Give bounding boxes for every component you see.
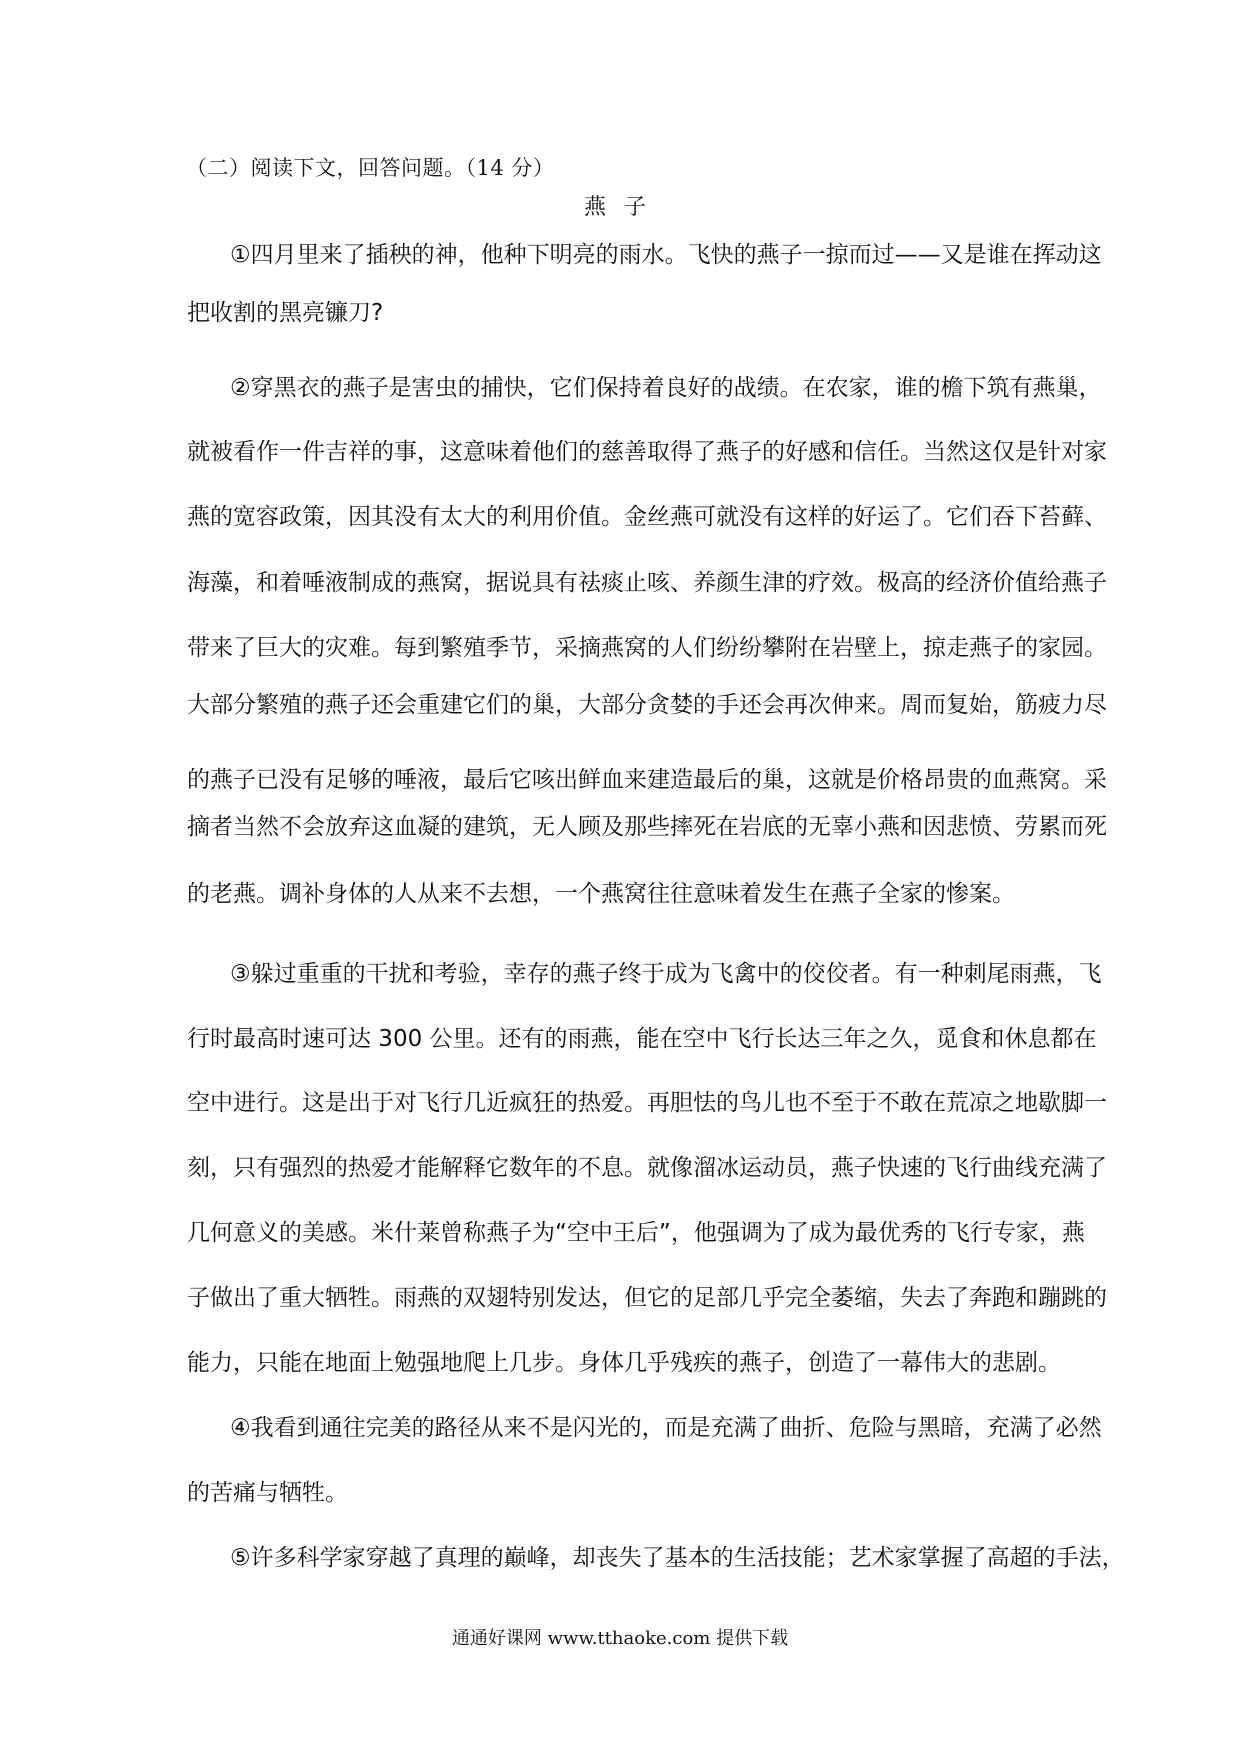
text-line: 的燕子已没有足够的唾液，最后它咳出鲜血来建造最后的巢，这就是价格昂贵的血燕窝。采 xyxy=(187,767,1107,793)
text-line: 大部分繁殖的燕子还会重建它们的巢，大部分贪婪的手还会再次伸来。周而复始，筋疲力尽 xyxy=(187,692,1107,718)
article-title: 燕子 xyxy=(583,195,664,220)
text-line: 就被看作一件吉祥的事，这意味着他们的慈善取得了燕子的好感和信任。当然这仅是针对家 xyxy=(187,439,1107,465)
text-line: 燕的宽容政策，因其没有太大的利用价值。金丝燕可就没有这样的好运了。它们吞下苔藓、 xyxy=(187,504,1107,530)
text-line: 把收割的黑亮镰刀? xyxy=(187,300,384,326)
text-line: ②穿黑衣的燕子是害虫的捕快，它们保持着良好的战绩。在农家，谁的檐下筑有燕巢， xyxy=(230,375,1102,401)
text-line: 子做出了重大牺牲。雨燕的双翅特别发达，但它的足部几乎完全萎缩，失去了奔跑和蹦跳的 xyxy=(187,1285,1107,1311)
page-footer: 通通好课网 www.tthaoke.com 提供下载 xyxy=(451,1628,789,1649)
text-line: ①四月里来了插秧的神，他种下明亮的雨水。飞快的燕子一掠而过——又是谁在挥动这 xyxy=(230,242,1102,268)
text-line: 刻，只有强烈的热爱才能解释它数年的不息。就像溜冰运动员，燕子快速的飞行曲线充满了 xyxy=(187,1155,1107,1181)
section-heading: （二）阅读下文，回答问题。（14 分） xyxy=(186,156,555,180)
text-line: 带来了巨大的灾难。每到繁殖季节，采摘燕窝的人们纷纷攀附在岩壁上，掠走燕子的家园。 xyxy=(187,635,1107,661)
text-line: 能力，只能在地面上勉强地爬上几步。身体几乎残疾的燕子，创造了一幕伟大的悲剧。 xyxy=(187,1350,1061,1376)
text-line: 的苦痛与牺牲。 xyxy=(187,1480,348,1506)
text-line: 几何意义的美感。米什莱曾称燕子为“空中王后”，他强调为了成为最优秀的飞行专家，燕 xyxy=(187,1220,1085,1246)
text-line: 摘者当然不会放弃这血凝的建筑，无人顾及那些摔死在岩底的无辜小燕和因悲愤、劳累而死 xyxy=(187,814,1107,840)
text-line: ③躲过重重的干扰和考验，幸存的燕子终于成为飞禽中的佼佼者。有一种刺尾雨燕，飞 xyxy=(230,961,1102,987)
text-line: 的老燕。调补身体的人从来不去想，一个燕窝往往意味着发生在燕子全家的惨案。 xyxy=(187,881,1015,907)
text-line: ④我看到通往完美的路径从来不是闪光的，而是充满了曲折、危险与黑暗，充满了必然 xyxy=(230,1415,1102,1441)
text-line: ⑤许多科学家穿越了真理的巅峰，却丧失了基本的生活技能；艺术家掌握了高超的手法， xyxy=(230,1545,1125,1571)
text-line: 行时最高时速可达 300 公里。还有的雨燕，能在空中飞行长达三年之久，觅食和休息都在 xyxy=(187,1026,1097,1052)
text-line: 海藻，和着唾液制成的燕窝，据说具有祛痰止咳、养颜生津的疗效。极高的经济价值给燕子 xyxy=(187,570,1107,596)
text-line: 空中进行。这是出于对飞行几近疯狂的热爱。再胆怯的鸟儿也不至于不敢在荒凉之地歇脚一 xyxy=(187,1090,1107,1116)
